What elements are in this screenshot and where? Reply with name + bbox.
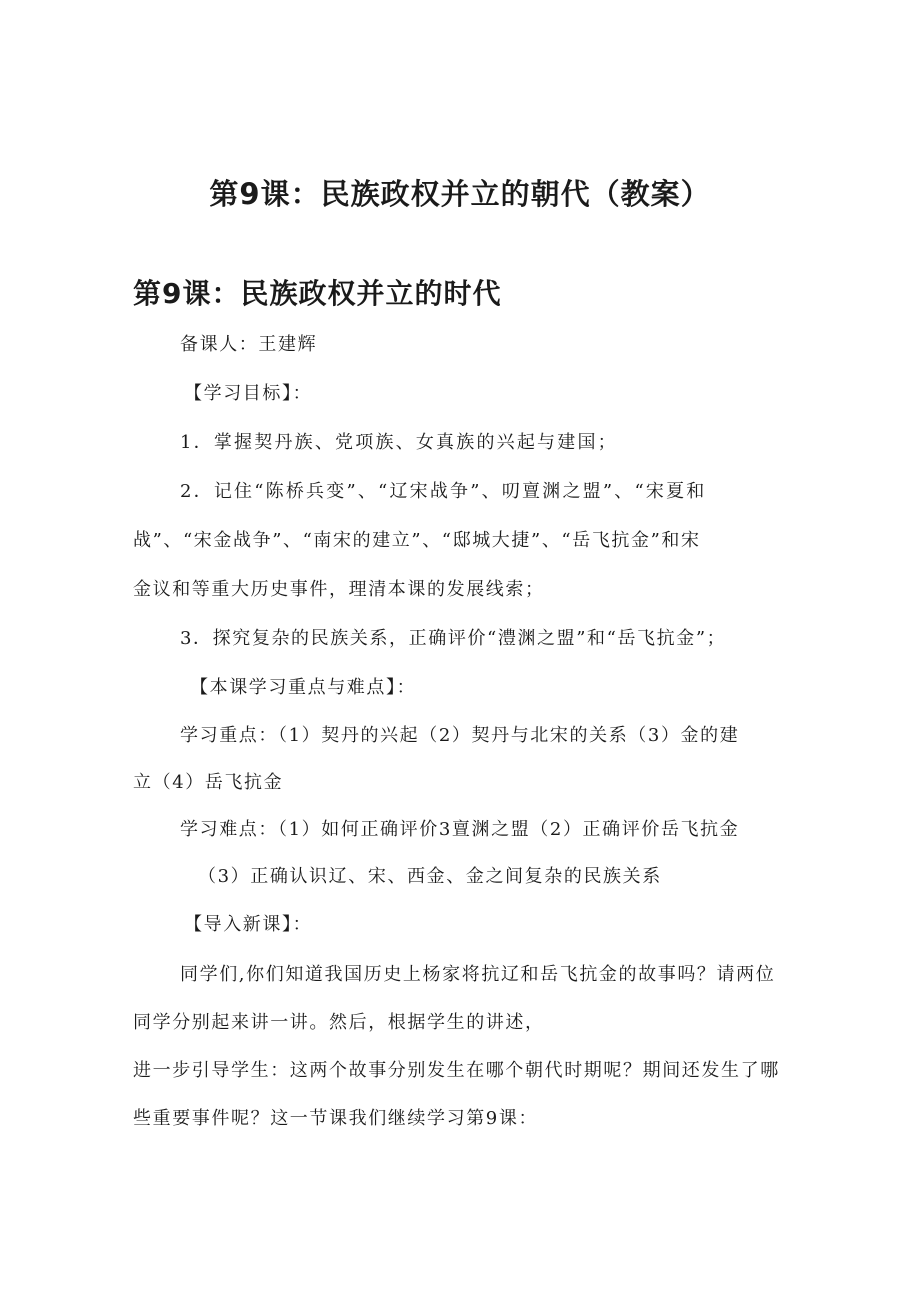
focus-heading-text: 【本课学习重点与难点】：: [190, 677, 417, 698]
document-title: 第9课：民族政权并立的朝代（教案）: [209, 177, 711, 211]
difficulty-line-1: 学习难点：（1）如何正确评价3亶渊之盟（2）正确评价岳飞抗金: [180, 819, 740, 840]
intro-line-4: 些重要事件呢？这一节课我们继续学习第9课：: [133, 1108, 539, 1129]
goals-heading: 【学习目标】：: [184, 383, 313, 404]
intro-line-2: 同学分别起来讲一讲。然后，根据学生的讲述，: [133, 1012, 545, 1033]
goal-item-2-line-3: 金议和等重大历史事件，理清本课的发展线索；: [133, 579, 545, 600]
goal-item-3: 3．探究复杂的民族关系，正确评价“澧渊之盟”和“岳飞抗金”；: [180, 628, 727, 649]
intro-heading: 【导入新课】：: [184, 914, 313, 935]
key-points-line-1: 学习重点：（1）契丹的兴起（2）契丹与北宋的关系（3）金的建: [180, 725, 740, 746]
section-title: 第9课：民族政权并立的时代: [133, 277, 502, 310]
intro-line-3: 进一步引导学生：这两个故事分别发生在哪个朝代时期呢？期间还发生了哪: [133, 1060, 780, 1081]
key-points-line-2: 立（4）岳飞抗金: [133, 772, 284, 793]
goal-item-2-line-1: 2．记住“陈桥兵变”、“辽宋战争”、叨亶渊之盟”、“宋夏和: [180, 481, 707, 502]
intro-line-1: 同学们,你们知道我国历史上杨家将抗辽和岳飞抗金的故事吗？请两位: [180, 964, 776, 985]
preparer-line: 备课人：王建辉: [180, 334, 318, 355]
goal-item-2-line-2: 战”、“宋金战争”、“南宋的建立”、“邸城大捷”、“岳飞抗金”和宋: [133, 530, 701, 551]
goal-item-1: 1．掌握契丹族、党项族、女真族的兴起与建国；: [180, 432, 618, 453]
difficulty-line-2: （3）正确认识辽、宋、西金、金之间复杂的民族关系: [198, 866, 662, 887]
